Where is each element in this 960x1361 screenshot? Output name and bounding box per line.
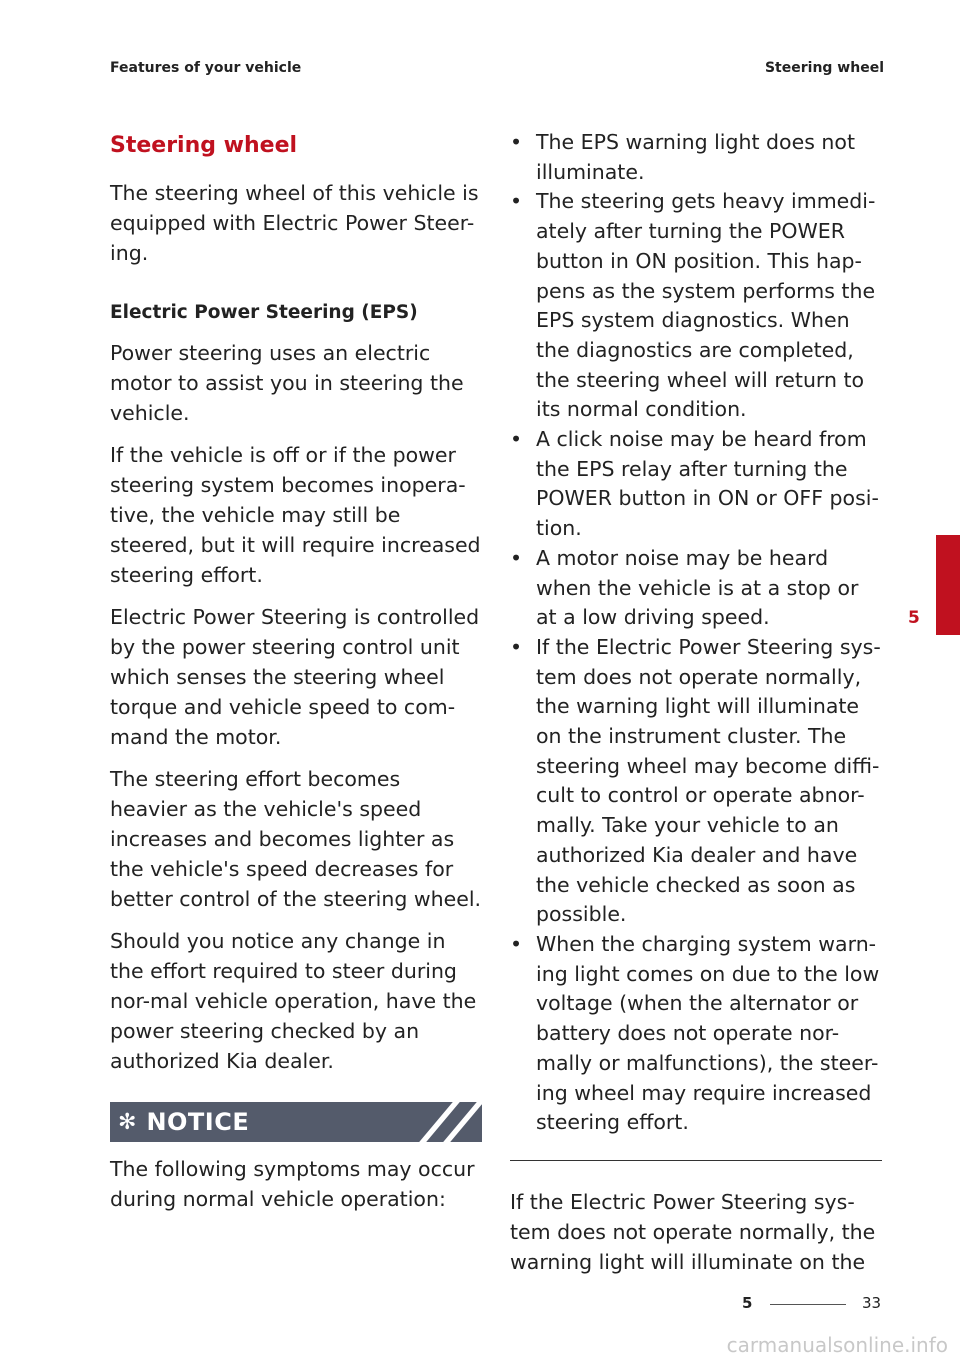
list-item-text: If the Electric Power Steering sys-tem does not operate normally, the warning light will illuminate on the instrument cluster. The steering wheel may become diffi-cult to control or operate abnor-mally. Take your vehicle to an authorized Kia dealer and have the vehicle checked as soon as possible. — [536, 634, 881, 927]
bullet-icon: • — [510, 130, 523, 154]
list-item — [510, 633, 882, 930]
list-item — [510, 187, 882, 425]
body-paragraph: Should you notice any change in the effort required to steer during nor-mal vehicle operation, have the power steering checked by an authorized Kia dealer. — [110, 929, 477, 1073]
header-chapter-title: Features of your vehicle — [110, 60, 302, 76]
list-item-text: The EPS warning light does not illuminate. — [536, 130, 855, 184]
body-paragraph: The steering effort becomes heavier as the vehicle's speed increases and becomes lighter as the vehicle's speed decreases for better control of the steering wheel. — [110, 767, 482, 911]
left-column — [110, 128, 482, 1226]
subheading-eps: Electric Power Steering (EPS) — [110, 302, 418, 323]
divider — [510, 1160, 882, 1161]
list-item-text: The steering gets heavy immedi-ately after turning the POWER button in ON position. This hap-pens as the system performs the EPS system diagnostics. When the diagnostics are completed, the steering wheel will return to its normal condition. — [536, 189, 876, 422]
footer-divider — [770, 1304, 846, 1305]
list-item — [510, 128, 882, 187]
body-paragraph: Electric Power Steering is controlled by the power steering control unit which senses the steering wheel torque and vehicle speed to com-mand the motor. — [110, 605, 480, 749]
list-item-text: A motor noise may be heard when the vehicle is at a stop or at a low driving speed. — [536, 545, 859, 630]
body-paragraph: If the vehicle is off or if the power steering system becomes inopera-tive, the vehicle may still be steered, but it will require increased steering effort. — [110, 443, 481, 587]
list-item-text: When the charging system warn-ing light comes on due to the low voltage (when the alternator or battery does not operate nor-mally or malfunctions), the steer-ing wheel may require increased steering effort. — [536, 931, 880, 1135]
notice-label: NOTICE — [146, 1108, 250, 1136]
section-title: Steering wheel — [110, 133, 298, 158]
list-item — [510, 425, 882, 544]
footer-page-number: 33 — [862, 1294, 882, 1312]
list-item-text: A click noise may be heard from the EPS relay after turning the POWER button in ON or OFF posi-tion. — [536, 427, 879, 541]
right-column — [510, 128, 882, 1289]
asterisk-icon: ✻ — [118, 1109, 137, 1135]
bullet-icon: • — [510, 427, 523, 452]
symptom-list — [510, 128, 882, 1138]
notice-text: The following symptoms may occur during normal vehicle operation: — [110, 1157, 475, 1211]
list-item — [510, 930, 882, 1138]
body-paragraph: Power steering uses an electric motor to assist you in steering the vehicle. — [110, 341, 464, 425]
intro-paragraph: The steering wheel of this vehicle is equipped with Electric Power Steer-ing. — [110, 181, 479, 265]
footer-section-number: 5 — [742, 1294, 753, 1312]
chapter-tab — [936, 535, 960, 635]
bullet-icon: • — [510, 634, 523, 659]
notice-banner — [110, 1102, 482, 1142]
bullet-icon: • — [510, 189, 523, 214]
chapter-tab-number: 5 — [908, 608, 920, 628]
header-section-title: Steering wheel — [764, 60, 884, 76]
continuation-paragraph: If the Electric Power Steering sys-tem does not operate normally, the warning light will illuminate on the — [510, 1189, 876, 1274]
list-item — [510, 544, 882, 633]
bullet-icon: • — [510, 931, 523, 956]
watermark: carmanualsonline.info — [726, 1333, 948, 1357]
bullet-icon: • — [510, 545, 523, 570]
